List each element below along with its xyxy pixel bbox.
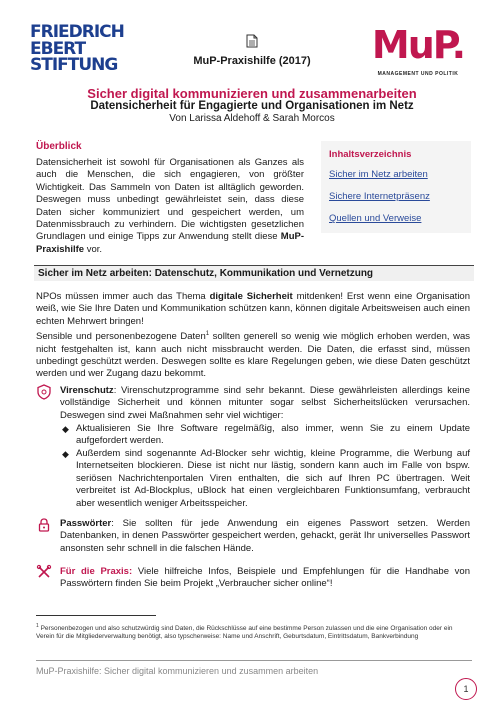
footer-text: MuP-Praxishilfe: Sicher digital kommunizieren und zusammen arbeiten bbox=[36, 666, 319, 676]
document-label: MuP-Praxishilfe (2017) bbox=[193, 55, 311, 67]
paragraph-personal-data: Sensible und personenbezogene Daten$^1$ sollten generell so wenig wie möglich erhoben werden, was nicht festgehalten ist, kann auch nicht missbraucht werden. Die Daten, die erfasst sind, müssen unbedingt geschützt werden. Deswegen sollte es klare Regelungen geben, wie diese Daten geschützt werden und wer Zugang dazu bekommt. bbox=[36, 331, 470, 380]
page-number: 1 bbox=[455, 678, 477, 700]
table-of-contents bbox=[321, 141, 471, 233]
document-icon bbox=[246, 34, 258, 48]
toc-link-quellen[interactable]: Quellen und Verweise bbox=[329, 213, 422, 224]
page-subtitle: Datensicherheit für Engagierte und Organisationen im Netz bbox=[90, 100, 414, 112]
toc-link-sicher-im-netz[interactable]: Sicher im Netz arbeiten bbox=[329, 169, 428, 180]
toc-link-internetpraesenz[interactable]: Sichere Internetpräsenz bbox=[329, 191, 430, 202]
mup-logo bbox=[362, 23, 474, 77]
paragraph-digital-security: NPOs müssen immer auch das Thema digitale Sicherheit mitdenken! Erst wenn eine Organisation weiß, wie Sie Ihre Daten und Kommunikation schützen kann, können digitale Arbeitsweisen auch einen echten Mehrwert bringen! bbox=[36, 291, 471, 327]
mup-logo-letters: MuP. bbox=[371, 23, 465, 67]
footnote-divider bbox=[36, 615, 156, 616]
page-title: Sicher digital kommunizieren und zusammenarbeiten bbox=[87, 86, 417, 101]
mup-logo-subtitle: MANAGEMENT UND POLITIK bbox=[377, 71, 459, 77]
practice-tip-block: Für die Praxis: Viele hilfreiche Infos, Beispiele und Empfehlungen für die Handhabe von Passwörtern finden Sie beim Projekt „Verbraucher sicher online“! bbox=[60, 566, 471, 590]
page-header bbox=[0, 0, 504, 84]
fes-logo: FRIEDRICH EBERT STIFTUNG bbox=[30, 22, 124, 75]
overview-text: Datensicherheit ist sowohl für Organisationen als Ganzes als auch die Menschen, die sich engagieren, von größter Wichtigkeit. Das Sammeln von Daten ist alltäglich geworden. Deswegen muss unbedingt gewährleistet sein, dass diese Daten sicher kommuniziert und gespeichert werden, um Datenmissbrauch zu verhindern. Die wichtigsten gesetzlichen Grundlagen und einige Tipps zur Anwendung stellt diese MuP-Praxishilfe vor. bbox=[36, 157, 304, 255]
authors-line: Von Larissa Aldehoff & Sarah Morcos bbox=[169, 113, 335, 124]
shield-icon bbox=[36, 384, 52, 400]
footer-divider bbox=[36, 660, 472, 661]
passwords-block: Passwörter: Sie sollten für jede Anwendung ein eigenes Passwort setzen. Werden Datenbanken, in denen Passwörter gespeichert werden, gehackt, gerät Ihr universelles Passwort ansonsten sehr schnell in die falschen Hände. bbox=[60, 518, 470, 554]
toc-heading: Inhaltsverzeichnis bbox=[329, 149, 412, 160]
list-item: ◆ Außerdem sind sogenannte Ad-Blocker sehr wichtig, kleine Programme, die Werbung auf Internetseiten blockieren. Diese ist nicht nur lästig, sondern kann auch im Falle von bspw. seriösen Nachrichtenportalen Viren enthalten, die sich auf Ihren PC übertragen. Weit verbreitet ist Ad-Blockplus, uBlock hat einen vergleichbaren Funktionsumfang, verbraucht aber wesentlich weniger Arbeitsspeicher. bbox=[62, 448, 470, 509]
tools-icon bbox=[36, 564, 52, 580]
lock-icon bbox=[36, 517, 52, 533]
overview-heading: Überblick bbox=[36, 141, 82, 152]
bullet-icon: ◆ bbox=[62, 424, 69, 434]
virus-protection-block: Virenschutz: Virenschutzprogramme sind sehr bekannt. Diese gewährleisten allerdings keine vollständige Sicherheit und können mitunter sogar selbst Sicherheitslücken verursachen. Deswegen sind zwei Maßnahmen sehr viel wichtiger: bbox=[60, 385, 470, 421]
footnote: $^1$ Personenbezogen und also schutzwürdig sind Daten, die Rückschlüsse auf eine bestimme Person zulassen und die eine Organisation oder ein Verein für die Mitgliederverwaltung benötigt, also typscherweise: Name und Anschrift, Geburtsdatum, Eintrittsdatum, Bankverbindung bbox=[36, 623, 453, 641]
section-heading: Sicher im Netz arbeiten: Datenschutz, Kommunikation und Vernetzung bbox=[34, 265, 474, 281]
list-item: ◆ Aktualisieren Sie Ihre Software regelmäßig, also immer, wenn Sie zu einem Update aufgefordert werden. bbox=[62, 423, 470, 447]
bullet-icon: ◆ bbox=[62, 449, 69, 459]
